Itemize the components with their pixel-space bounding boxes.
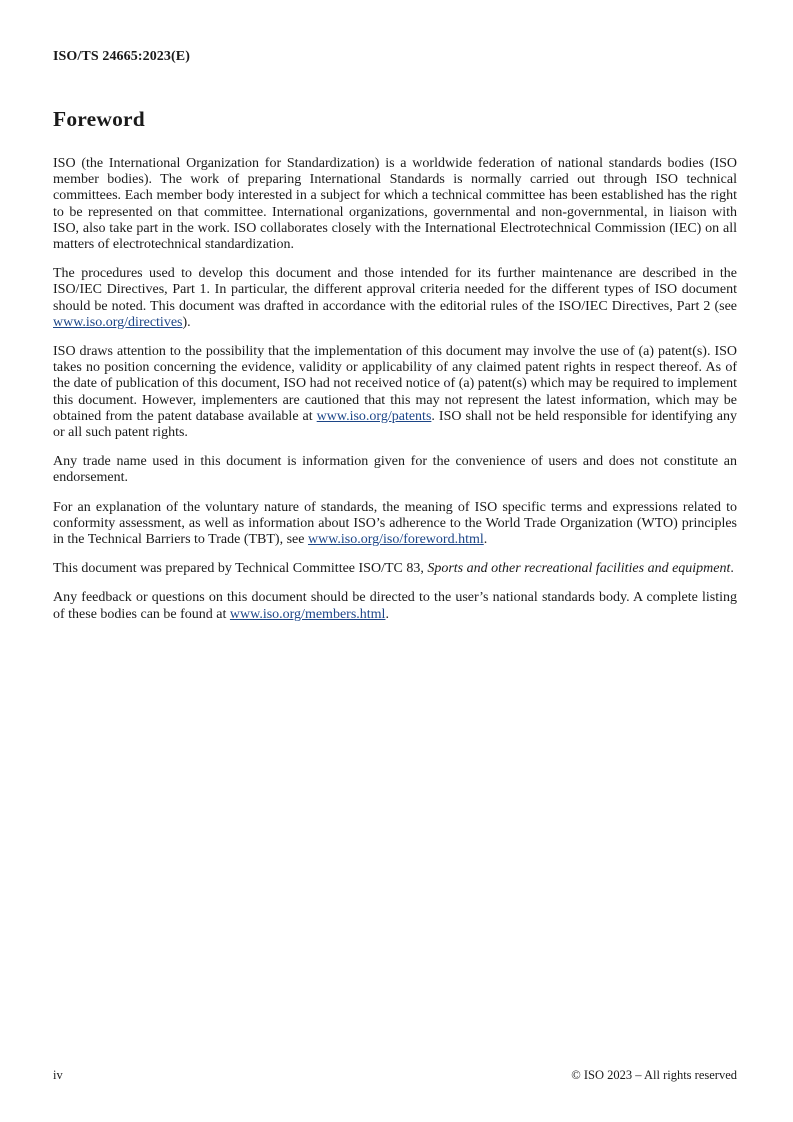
text-segment: Any feedback or questions on this document should be directed to the user’s national standards body. A complete listing of these bodies can be found at	[53, 590, 737, 622]
link-iso-directives[interactable]: www.iso.org/directives	[53, 314, 183, 330]
text-segment: For an explanation of the voluntary nature of standards, the meaning of ISO specific terms and expressions related to conformity assessment, as well as information about ISO’s adherence to the World Trade Organization (WTO) principles in the Technical Barriers to Trade (TBT), see	[53, 499, 737, 548]
paragraph-iso-federation: ISO (the International Organization for Standardization) is a worldwide federation of national standards bodies (ISO member bodies). The work of preparing International Standards is normally carried out through ISO technical committees. Each member body interested in a subject for which a technical committee has been established has the right to be represented on that committee. International organizations, governmental and non-governmental, in liaison with ISO, also take part in the work. ISO collaborates closely with the International Electrotechnical Commission (IEC) on all matters of electrotechnical standardization.	[53, 156, 737, 253]
paragraph-wto-tbt	[53, 500, 737, 549]
paragraph-patents	[53, 344, 737, 441]
committee-title-italic: Sports and other recreational facilities and equipment	[427, 561, 731, 577]
link-iso-members[interactable]: www.iso.org/members.html	[229, 606, 386, 622]
text-segment: .	[483, 532, 488, 548]
text-segment: The procedures used to develop this document and those intended for its further maintenance are described in the ISO/IEC Directives, Part 1. In particular, the different approval criteria needed for the different types of ISO document should be noted. This document was drafted in accordance with the editorial rules of the ISO/IEC Directives, Part 2 (see	[53, 266, 737, 314]
page-content	[53, 49, 737, 623]
document-reference: ISO/TS 24665:2023(E)	[53, 49, 190, 64]
page-number: iv	[53, 1068, 63, 1082]
text-segment: .	[730, 561, 734, 577]
copyright-notice: © ISO 2023 – All rights reserved	[571, 1068, 737, 1082]
paragraph-feedback	[53, 590, 737, 622]
paragraph-technical-committee	[53, 561, 737, 577]
page-footer	[53, 1068, 737, 1083]
paragraph-procedures	[53, 266, 737, 331]
text-segment: . ISO shall not be held responsible for identifying any or all such patent rights.	[53, 408, 737, 441]
text-segment: This document was prepared by Technical Committee ISO/TC 83,	[53, 561, 428, 577]
link-iso-patents[interactable]: www.iso.org/patents	[316, 408, 432, 424]
link-iso-foreword-html[interactable]: www.iso.org/iso/foreword.html	[307, 532, 484, 548]
text-segment: ).	[182, 314, 191, 330]
text-segment: .	[385, 606, 389, 622]
paragraph-trade-name: Any trade name used in this document is information given for the convenience of users and does not constitute an endorsement.	[53, 454, 737, 486]
page-title: Foreword	[53, 107, 145, 131]
text-segment: ISO draws attention to the possibility that the implementation of this document may involve the use of (a) patent(s). ISO takes no position concerning the evidence, validity or applicability of any claimed patent rights in respect thereof. As of the date of publication of this document, ISO had not received notice of (a) patent(s) which may be required to implement this document. However, implementers are cautioned that this may not represent the latest information, which may be obtained from the patent database available at	[53, 344, 737, 424]
